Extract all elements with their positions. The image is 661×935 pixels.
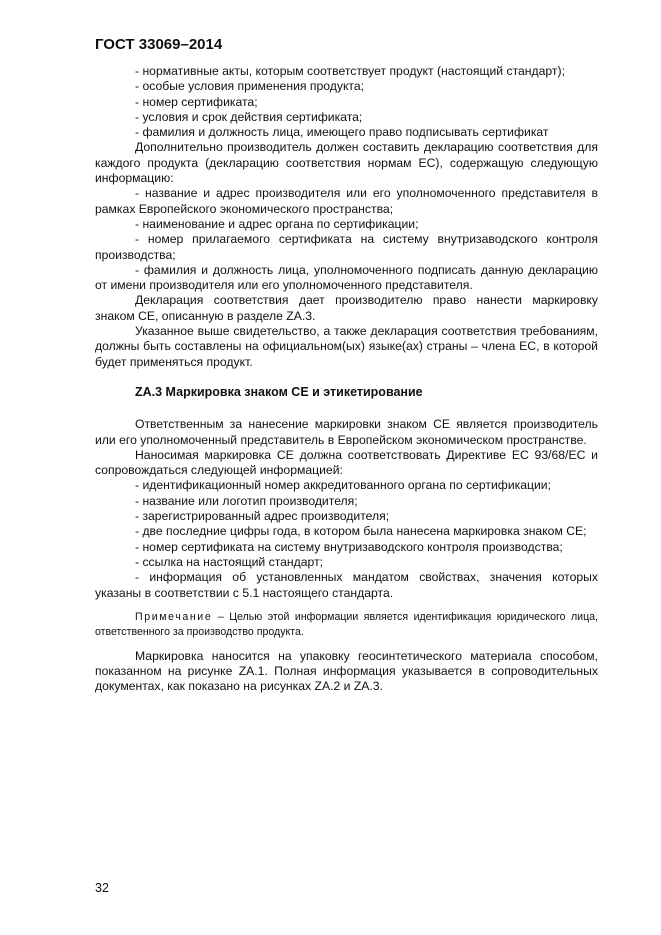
paragraph: - условия и срок действия сертификата;	[135, 109, 363, 124]
paragraph: - идентификационный номер аккредитованного органа по сертификации;	[135, 478, 551, 493]
paragraph: - номер сертификата;	[135, 94, 258, 109]
note-label: Примечание	[135, 610, 213, 623]
paragraph: Декларация соответствия дает производителю право нанести маркировку знаком СЕ, описанную в разделе ZA.3.	[95, 293, 598, 323]
paragraph: Маркировка наносится на упаковку геосинтетического материала способом, показанном на рисунке ZA.1. Полная информация указывается в сопроводительных документах, как показано на рисунках ZA.2 и ZA.3.	[95, 648, 598, 694]
page-number: 32	[95, 881, 109, 895]
paragraph: Дополнительно производитель должен составить декларацию соответствия для каждого продукта (декларацию соответствия нормам ЕС), содержащую следующую информацию:	[95, 140, 598, 186]
paragraph: - название и адрес производителя или его уполномоченного представителя в рамках Европейского экономического пространства;	[95, 186, 598, 216]
paragraph: - информация об установленных мандатом свойствах, значения которых указаны в соответствии с 5.1 настоящего стандарта.	[95, 570, 598, 600]
paragraph: - особые условия применения продукта;	[135, 79, 365, 94]
paragraph: - зарегистрированный адрес производителя;	[135, 509, 390, 524]
note-text: – Целью этой информации является идентификация юридического лица, ответственного за производство продукта.	[95, 610, 598, 638]
paragraph: Указанное выше свидетельство, а также декларация соответствия требованиям, должны быть составлены на официальном(ых) языке(ах) страны – члена ЕС, в которой будет применяться продукт.	[95, 324, 598, 369]
paragraph: - название или логотип производителя;	[135, 493, 358, 508]
paragraph: - номер прилагаемого сертификата на систему внутризаводского контроля производства;	[95, 232, 598, 262]
paragraph: - фамилия и должность лица, уполномоченного подписать данную декларацию от имени производителя или его уполномоченного представителя.	[95, 262, 598, 293]
paragraph: - ссылка на настоящий стандарт;	[135, 554, 324, 569]
spacer	[95, 640, 598, 649]
note	[95, 610, 598, 640]
section-title: ZA.3 Маркировка знаком СЕ и этикетирование	[135, 384, 423, 399]
paragraph: Ответственным за нанесение маркировки знаком СЕ является производитель или его уполномоченный представитель в Европейском экономическом пространстве.	[95, 417, 598, 447]
spacer	[95, 601, 598, 610]
paragraph: - наименование и адрес органа по сертификации;	[135, 216, 419, 231]
page-body	[95, 64, 598, 695]
paragraph: - две последние цифры года, в котором была нанесена маркировка знаком СЕ;	[135, 524, 587, 539]
paragraph: Наносимая маркировка СЕ должна соответствовать Директиве ЕС 93/68/ЕС и сопровождаться следующей информацией:	[95, 447, 598, 478]
paragraph: - номер сертификата на систему внутризаводского контроля производства;	[135, 539, 563, 554]
document-header: ГОСТ 33069–2014	[95, 36, 223, 53]
paragraph: - нормативные акты, которым соответствует продукт (настоящий стандарт);	[135, 64, 565, 78]
paragraph: - фамилия и должность лица, имеющего право подписывать сертификат	[135, 125, 549, 140]
